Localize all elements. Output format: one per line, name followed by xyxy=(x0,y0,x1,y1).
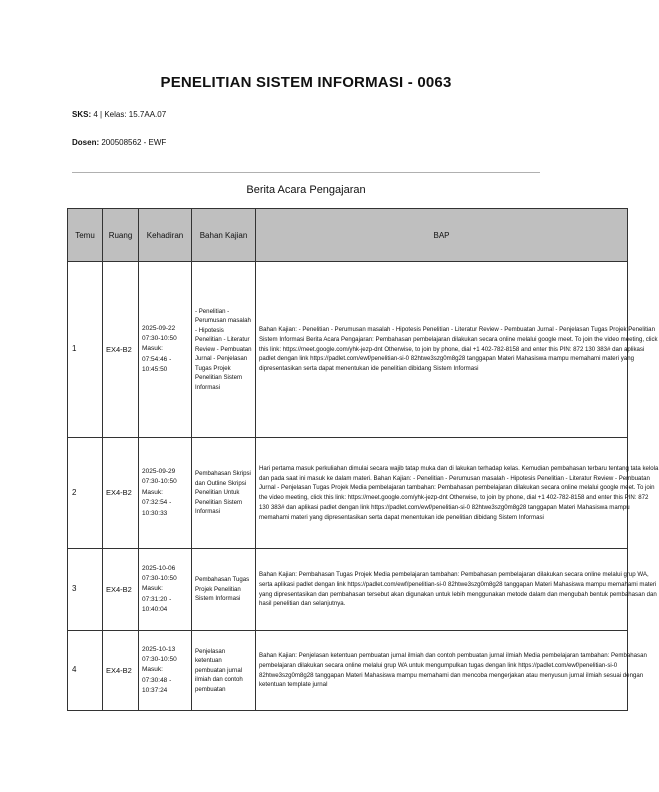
cell-bap-text: Bahan Kajian: Penjelasan ketentuan pembuatan jurnal ilmiah dan contoh pembuatan jurnal ilmiah Media pembelajaran tambahan: Pembahasan pembelajaran dilakukan secara online melalui grup WA untuk mengumpulkan tugas dengan link https://padlet.com/ewf/penelitian-si-0 82htwe3szg0m8g28 tanggapan Materi Mahasiswa mampu memahami dan mencoba mengerjakan atau menyusun jurnal ilmiah sesuai dengan ketentuan template jurnal xyxy=(259,652,647,689)
header-kehadiran: Kehadiran xyxy=(139,209,192,262)
section-subtitle: Berita Acara Pengajaran xyxy=(246,184,366,196)
table-row xyxy=(68,631,628,711)
cell-bahan-kajian: - Penelitian - Perumusan masalah - Hipotesis Penelitian - Literatur Review - Pembuatan Jurnal - Penjelasan Tugas Projek Penelitian Sistem Informasi xyxy=(192,262,256,438)
cell-kehadiran: 2025-09-29 07:30-10:50 Masuk: 07:32:54 - 10:30:33 xyxy=(139,438,192,549)
cell-ruang: EX4-B2 xyxy=(103,631,139,711)
cell-bap xyxy=(256,262,658,438)
cell-bap-text: Bahan Kajian: Pembahasan Tugas Projek Media pembelajaran tambahan: Pembahasan pembelajaran dilakukan secara online melalui grup WA, serta aplikasi padlet dengan link https://padlet.com/ewf/penelitian-si-0 82htwe3szg0m8g28 tanggapan Materi Mahasiswa mampu memahami materi yang dipresentasikan dan pembahasan tersebut akan digunakan untuk lebih menggunakan metode dalam dan mengubah bentuk pembahasan dan hasil penelitian dan selanjutnya. xyxy=(259,571,657,608)
bap-table xyxy=(67,208,659,711)
header-ruang: Ruang xyxy=(103,209,139,262)
divider xyxy=(72,172,540,173)
sks-value: 4 | Kelas: 15.7AA.07 xyxy=(93,110,167,119)
cell-bap xyxy=(256,631,647,711)
sks-line xyxy=(72,110,166,119)
cell-temu: 1 xyxy=(68,262,103,438)
header-bahan-kajian: Bahan Kajian xyxy=(192,209,256,262)
cell-temu: 4 xyxy=(68,631,103,711)
header-temu: Temu xyxy=(68,209,103,262)
cell-bap xyxy=(256,549,657,631)
dosen-line xyxy=(72,138,166,147)
cell-kehadiran: 2025-10-06 07:30-10:50 Masuk: 07:31:20 - 10:40:04 xyxy=(139,549,192,631)
sks-label: SKS: xyxy=(72,110,92,119)
cell-bap-text: Hari pertama masuk perkuliahan dimulai secara wajib tatap muka dan di lakukan terhadap kelas. Kemudian pembahasan terbaru tentang tata kelola dan pada saat ini masuk ke dalam materi. Bahan Kajian: - Penelitian - Perumusan masalah - Hipotesis Penelitian - Literatur Review - Pembuatan Jurnal - Penjelasan Tugas Projek Media pembelajaran tambahan: Pembahasan pembelajaran dilakukan secara online melalui google meet. To join the video meeting, click this link: https://meet.google.com/yhk-jezp-dnt Otherwise, to join by phone, dial +1 402-782-8158 and enter this PIN: 872 130 383# dan aplikasi padlet dengan link https://padlet.com/ewf/penelitian-si-0 82htwe3szg0m8g28 tanggapan Materi Mahasiswa mampu memahami materi yang dipresentasikan serta dapat menentukan ide penelitian dibidang Sistem Informasi xyxy=(259,464,659,521)
table-header-row xyxy=(68,209,628,262)
cell-temu: 2 xyxy=(68,438,103,549)
table-row xyxy=(68,262,628,438)
cell-ruang: EX4-B2 xyxy=(103,262,139,438)
cell-bap-text: Bahan Kajian: - Penelitian - Perumusan masalah - Hipotesis Penelitian - Literatur Review - Pembuatan Jurnal - Penjelasan Tugas Projek Penelitian Sistem Informasi Berita Acara Pengajaran: Pembahasan pembelajaran dilakukan secara online melalui google meet. To join the video meeting, click this link: https://meet.google.com/yhk-jezp-dnt Otherwise, to join by phone, dial +1 402-782-8158 and enter this PIN: 872 130 383# dan aplikasi padlet dengan link https://padlet.com/ewf/penelitian-si-0 82htwe3szg0m8g28 tanggapan Materi Mahasiswa mampu memahami materi yang dipresentasikan serta dapat menentukan ide penelitian dibidang Sistem Informasi xyxy=(259,326,658,373)
cell-bahan-kajian: Pembahasan Tugas Projek Penelitian Sistem Informasi xyxy=(192,549,256,631)
cell-bap xyxy=(256,438,659,549)
table-row xyxy=(68,549,628,631)
table-row xyxy=(68,438,628,549)
document-title: PENELITIAN SISTEM INFORMASI - 0063 xyxy=(160,74,452,91)
cell-kehadiran: 2025-09-22 07:30-10:50 Masuk: 07:54:46 - 10:45:50 xyxy=(139,262,192,438)
cell-bahan-kajian: Pembahasan Skripsi dan Outline Skripsi Penelitian Untuk Penelitian Sistem Informasi xyxy=(192,438,256,549)
dosen-label: Dosen: xyxy=(72,138,100,147)
cell-temu: 3 xyxy=(68,549,103,631)
cell-ruang: EX4-B2 xyxy=(103,438,139,549)
cell-bahan-kajian: Penjelasan ketentuan pembuatan jurnal ilmiah dan contoh pembuatan xyxy=(192,631,256,711)
dosen-value: 200508562 - EWF xyxy=(101,138,167,147)
header-bap: BAP xyxy=(256,209,628,262)
cell-kehadiran: 2025-10-13 07:30-10:50 Masuk: 07:30:48 - 10:37:24 xyxy=(139,631,192,711)
cell-ruang: EX4-B2 xyxy=(103,549,139,631)
